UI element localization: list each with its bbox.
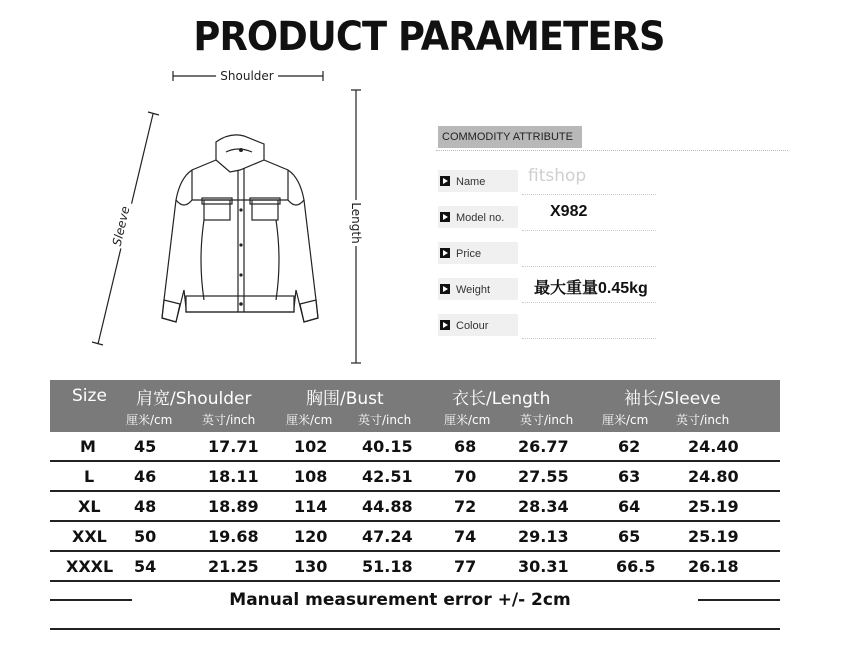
unit-header: 英寸/inch [520,413,574,427]
attribute-label: Model no. [456,212,505,224]
unit-header: 厘米/cm [444,413,491,427]
value-cell: 74 [454,527,477,546]
value-cell: 120 [294,527,328,546]
unit-header: 厘米/cm [286,413,333,427]
value-cell: 25.19 [688,527,739,546]
value-cell: 63 [618,467,641,486]
value-cell: 77 [454,557,477,576]
size-cell: XXL [72,527,107,546]
shoulder-label: Shoulder [220,69,274,83]
model-value: X982 [550,203,588,220]
weight-value: 最大重量0.45kg [534,280,648,297]
commodity-attribute-panel [436,124,796,344]
group-header-sleeve: 袖长/Sleeve [624,389,721,409]
unit-header: 英寸/inch [358,413,412,427]
value-cell: 64 [618,497,641,516]
table-row [50,492,780,522]
value-cell: 68 [454,437,477,456]
page-title: PRODUCT PARAMETERS [193,14,665,60]
unit-header: 英寸/inch [676,413,730,427]
size-cell: XL [78,497,101,516]
size-header: Size [72,386,107,406]
attribute-header: COMMODITY ATTRIBUTE [438,126,582,148]
arrow-icon [440,248,450,258]
value-cell: 46 [134,467,157,486]
value-cell: 21.25 [208,557,259,576]
value-cell: 50 [134,527,157,546]
value-cell: 26.18 [688,557,739,576]
table-header [50,380,780,432]
attribute-row-name [438,166,788,196]
value-cell: 17.71 [208,437,259,456]
attribute-row-price [438,242,788,268]
value-cell: 66.5 [616,557,656,576]
value-cell: 24.80 [688,467,739,486]
value-cell: 25.19 [688,497,739,516]
value-cell: 47.24 [362,527,413,546]
sleeve-label: Sleeve [109,204,133,248]
value-cell: 51.18 [362,557,413,576]
table-row [50,432,780,462]
arrow-icon [440,212,450,222]
value-cell: 28.34 [518,497,569,516]
jacket-diagram [80,60,380,370]
unit-header: 厘米/cm [602,413,649,427]
value-cell: 65 [618,527,641,546]
unit-header: 英寸/inch [202,413,256,427]
value-cell: 44.88 [362,497,413,516]
size-cell: XXXL [66,557,114,576]
attribute-row-model [438,203,788,232]
arrow-icon [440,320,450,330]
attribute-row-weight [438,278,788,304]
attribute-label: Name [456,176,486,188]
value-cell: 18.89 [208,497,259,516]
measurement-note: Manual measurement error +/- 2cm [229,590,571,610]
value-cell: 114 [294,497,328,516]
value-cell: 70 [454,467,477,486]
brand-value: fitshop [528,166,587,186]
value-cell: 29.13 [518,527,569,546]
unit-header: 厘米/cm [126,413,173,427]
value-cell: 18.11 [208,467,259,486]
value-cell: 48 [134,497,157,516]
group-header-bust: 胸围/Bust [306,389,384,409]
attribute-label: Price [456,248,482,260]
attribute-row-colour [438,314,788,340]
table-row [50,552,780,582]
table-row [50,522,780,552]
value-cell: 19.68 [208,527,259,546]
value-cell: 102 [294,437,328,456]
value-cell: 62 [618,437,641,456]
value-cell: 27.55 [518,467,569,486]
length-label: Length [349,202,363,244]
arrow-icon [440,176,450,186]
table-row [50,462,780,492]
value-cell: 30.31 [518,557,569,576]
value-cell: 42.51 [362,467,413,486]
value-cell: 130 [294,557,328,576]
value-cell: 108 [294,467,328,486]
value-cell: 72 [454,497,477,516]
arrow-icon [440,284,450,294]
value-cell: 24.40 [688,437,739,456]
value-cell: 26.77 [518,437,569,456]
value-cell: 45 [134,437,157,456]
value-cell: 40.15 [362,437,413,456]
value-cell: 54 [134,557,157,576]
attribute-label: Colour [456,320,489,332]
size-cell: M [80,437,96,456]
attribute-label: Weight [456,284,491,296]
group-header-shoulder: 肩宽/Shoulder [136,389,252,409]
group-header-length: 衣长/Length [452,389,551,409]
divider [50,628,780,630]
size-cell: L [84,467,95,486]
